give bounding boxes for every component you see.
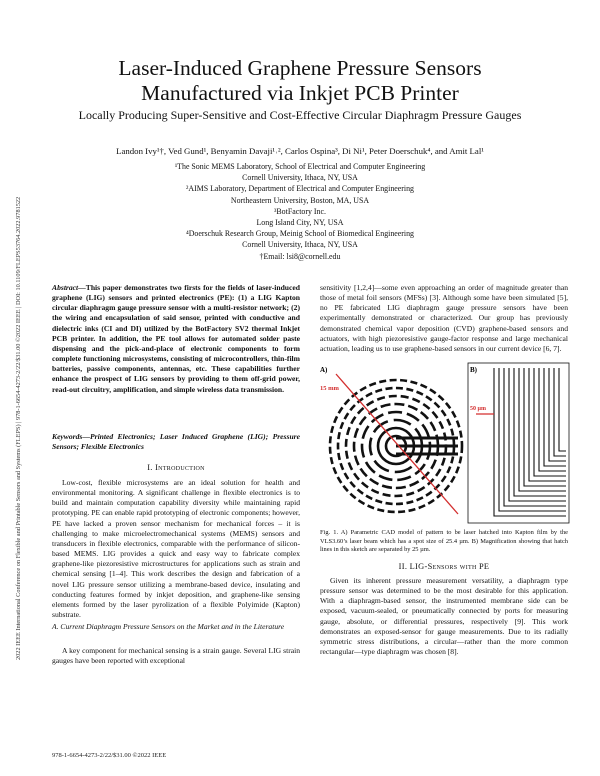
figure-1 <box>318 362 570 524</box>
email-line[interactable]: †Email: lsi8@cornell.edu <box>259 251 341 261</box>
title-line-1: Laser-Induced Graphene Pressure Sensors <box>118 56 482 80</box>
affiliation-line: Cornell University, Ithaca, NY, USA <box>242 240 358 250</box>
keywords-label: Keywords <box>52 432 83 441</box>
affiliation-line: Cornell University, Ithaca, NY, USA <box>242 173 358 183</box>
abstract-label: Abstract <box>52 283 79 292</box>
section-heading-lig-sensors <box>320 562 568 571</box>
affiliation-line: ¹The Sonic MEMS Laboratory, School of Electrical and Computer Engineering <box>174 162 426 171</box>
affiliation-line: ⁴Doerschuk Research Group, Meinig School of Biomedical Engineering <box>185 229 414 239</box>
page-footer: 978-1-6654-4273-2/22/$31.00 ©2022 IEEE <box>52 752 167 759</box>
abstract-text: —This paper demonstrates two firsts for the fields of laser-induced graphene (LIG) sensors and printed electronics (PE): (1) a LIG Kapton circular diaphragm gauge pressure sensor with a multi-resistor network; (2) the wiring and encapsulation of said sensor, printed with conductive and dielectric inks (CI and DI) utilized by the BotFactory SV2 thermal Inkjet PCB printer. In addition, the PE tool allows for automated solder paste dispensing and the pick-and-place of electronic components to form complete functioning microsystems, consisting of microcontrollers, thin-film batteries, passive components, antennas, etc. These capabilities further enhance the prospect of LIG sensors by providing to them off-grid power, read-out circuitry, amplification, and simple wireless data transmission. <box>52 283 300 394</box>
author-list: Landon Ivy¹†, Ved Gund¹, Benyamin Davaji¹˒², Carlos Ospina³, Di Ni¹, Peter Doerschuk⁴, and Amit Lal¹ <box>116 146 484 156</box>
section-title: LIG-Sensors with PE <box>409 562 490 571</box>
section-heading-introduction <box>52 463 300 472</box>
subsection-heading-a: A. Current Diaphragm Pressure Sensors on the Market and in the Literature <box>52 622 285 631</box>
scale-label-b: 50 µm <box>470 406 486 412</box>
paper-title <box>40 56 560 106</box>
affiliation-line: Long Island City, NY, USA <box>256 218 344 228</box>
affiliation-line: ³BotFactory Inc. <box>274 206 326 216</box>
figure-1-caption: Fig. 1. A) Parametric CAD model of pattern to be laser hatched into Kapton film by the VLS3.60’s laser beam which has a spot size of 25.4 µm. B) Magnification showing that hatch lines in this sketch are separated by 25 µm. <box>320 529 568 554</box>
affiliation-line: Northeastern University, Boston, MA, USA <box>230 195 370 205</box>
intro-paragraph-2: A key component for mechanical sensing is a strain gauge. Several LIG strain gauges have been reported with exceptional <box>52 646 300 666</box>
intro-paragraph-1: Low-cost, flexible microsystems are an ideal solution for health and environmental monitoring. A significant challenge in flexible electronics is to build and maintain computation capability diversity while maintaining rapid prototyping. PE can enable rapid prototyping of electronic components; however, PE have lacked a proven sensor mechanism for mechanical forces – it is challenging to make microelectromechanical systems (MEMS) sensors and transducers in flexible electronics, comparable with the performance of silicon-based MEMS. LIG provides a quick and easy way to fabricate complex graphene-like piezoresistive microstructures for applications such as strain and chemical sensing [1–4]. This work describes the design and fabrication of a novel LIG pressure sensor utilizing a membrane-based device, insulating and conducting features formed by inkjet deposition, and graphene-like sensing elements formed by the laser pyrolization of a flexible Polyimide (Kapton) substrate. <box>52 478 300 620</box>
section-title: Introduction <box>155 463 205 472</box>
abstract <box>52 283 300 395</box>
keywords-text: —Printed Electronics; Laser Induced Graphene (LIG); Pressure Sensors; Flexible Electronics <box>52 432 300 452</box>
section-number: II. <box>398 562 408 571</box>
figure-label-a: A) <box>320 366 328 374</box>
title-line-2: Manufactured via Inkjet PCB Printer <box>141 81 459 105</box>
ieee-sidebar-citation <box>3 100 22 660</box>
affiliation-line: ²AIMS Laboratory, Department of Electrical and Computer Engineering <box>186 184 414 194</box>
figure-label-b: B) <box>470 366 477 374</box>
keywords <box>52 432 300 452</box>
sidebar-citation-text: 2022 IEEE International Conference on Flexible and Printable Sensors and Systems (FLEPS) | 978-1-6654-4273-2/22/$31.00 ©2022 IEEE | DOI: 10.1109/FLEPS53764.2022.9781522 <box>15 196 22 660</box>
section-number: I. <box>147 463 153 472</box>
dimension-label-a: 15 mm <box>320 385 339 392</box>
affiliations <box>120 161 480 262</box>
figure-1-graphic <box>318 362 570 524</box>
right-column-paragraph-2: Given its inherent pressure measurement versatility, a diaphragm type pressure sensor was determined to be the most desirable for this application. With a diaphragm-based sensor, the instrumented membrane side can be exposed, vacuum-sealed, or pneumatically connected by ports for measuring gauge, absolute, or differential pressures, respectively [9]. This work demonstrates an exposed-sensor for gauge measurements. Due to its radially symmetric stress distributions, a circular—rather than the more common rectangular—type diaphragm was chosen [8]. <box>320 576 568 657</box>
right-column-paragraph-1: sensitivity [1,2,4]—some even approaching an order of magnitude greater than those of metal foil sensors (MFSs) [3]. Although some have been simulated [5], no PE fabricated LIG diaphragm gauge pressure sensors have been experimentally demonstrated or characterized. Our group has previously demonstrated chemical vapor deposition (CVD) graphene-based sensors and actuators, with high piezoresistive gauge-factor response and large mechanical actuation, leading us to use graphene-based sensors in our current device [6, 7]. <box>320 283 568 353</box>
paper-subtitle: Locally Producing Super-Sensitive and Cost-Effective Circular Diaphragm Pressure Gauges <box>78 108 522 122</box>
